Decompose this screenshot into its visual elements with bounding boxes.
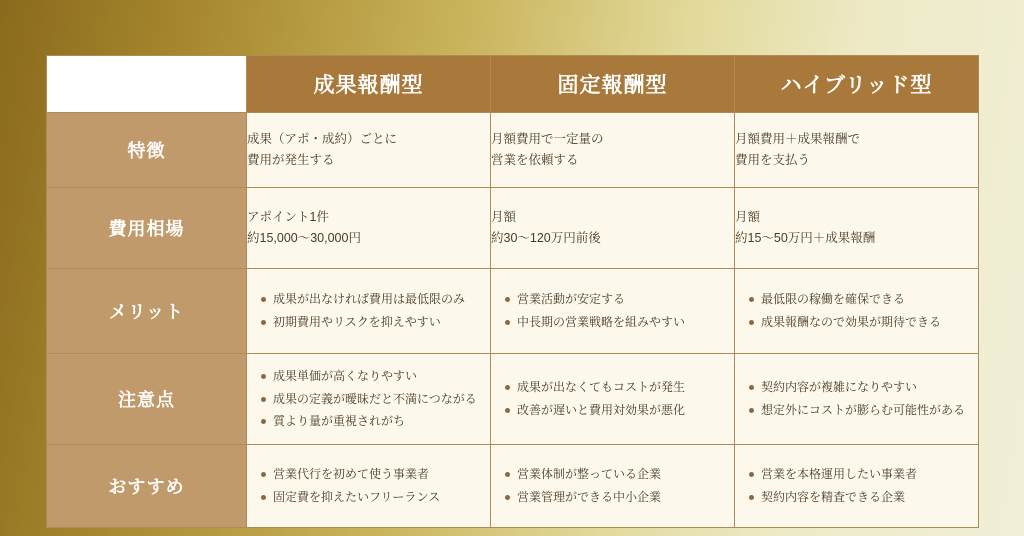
cell-feature-seika — [247, 113, 491, 188]
table-row — [47, 113, 979, 188]
row-label-price: 費用相場 — [47, 188, 247, 269]
header-blank-cell — [47, 56, 247, 113]
bullet-list — [491, 465, 734, 506]
cell-price-hybrid — [735, 188, 979, 269]
bullet-list — [491, 290, 734, 331]
bullet-list — [247, 367, 490, 431]
list-item: 固定費を抑えたいフリーランス — [261, 488, 490, 507]
row-label-caution: 注意点 — [47, 354, 247, 445]
cell-caution-hybrid — [735, 354, 979, 445]
header-col-2: 固定報酬型 — [491, 56, 735, 113]
comparison-table-wrapper — [46, 55, 978, 528]
table-row — [47, 354, 979, 445]
row-label-feature: 特徴 — [47, 113, 247, 188]
cell-line: 約30〜120万円前後 — [491, 231, 601, 245]
cell-recommend-hybrid — [735, 445, 979, 528]
bullet-list — [735, 378, 978, 419]
bullet-list — [247, 465, 490, 506]
list-item: 営業活動が安定する — [505, 290, 734, 309]
cell-merit-kotei — [491, 269, 735, 354]
cell-feature-kotei — [491, 113, 735, 188]
list-item: 中長期の営業戦略を組みやすい — [505, 313, 734, 332]
cell-line: 月額費用＋成果報酬で — [735, 132, 861, 147]
cell-line: 費用が発生する — [247, 153, 335, 167]
list-item: 想定外にコストが膨らむ可能性がある — [749, 401, 978, 420]
list-item: 成果報酬なので効果が期待できる — [749, 313, 978, 332]
list-item: 最低限の稼働を確保できる — [749, 290, 978, 309]
cell-line: 約15〜50万円＋成果報酬 — [735, 231, 876, 245]
bullet-list — [735, 465, 978, 506]
cell-merit-seika — [247, 269, 491, 354]
table-row — [47, 188, 979, 269]
bullet-list — [735, 290, 978, 331]
cell-recommend-seika — [247, 445, 491, 528]
cell-feature-hybrid — [735, 113, 979, 188]
list-item: 契約内容を精査できる企業 — [749, 488, 978, 507]
list-item: 成果が出なければ費用は最低限のみ — [261, 290, 490, 309]
cell-line: 成果（アポ・成約）ごとに — [247, 132, 398, 147]
list-item: 営業を本格運用したい事業者 — [749, 465, 978, 484]
list-item: 改善が遅いと費用対効果が悪化 — [505, 401, 734, 420]
cell-line: 約15,000〜30,000円 — [247, 231, 361, 245]
cell-line: 月額 — [735, 210, 761, 225]
header-col-1: 成果報酬型 — [247, 56, 491, 113]
list-item: 成果が出なくてもコストが発生 — [505, 378, 734, 397]
list-item: 営業代行を初めて使う事業者 — [261, 465, 490, 484]
row-label-recommend: おすすめ — [47, 445, 247, 528]
cell-line: 月額 — [491, 210, 517, 225]
cell-line: 営業を依頼する — [491, 153, 579, 167]
list-item: 質より量が重視されがち — [261, 412, 490, 431]
cell-caution-seika — [247, 354, 491, 445]
cell-line: 費用を支払う — [735, 153, 811, 167]
comparison-table — [46, 55, 979, 528]
list-item: 成果の定義が曖昧だと不満につながる — [261, 390, 490, 409]
cell-recommend-kotei — [491, 445, 735, 528]
cell-caution-kotei — [491, 354, 735, 445]
list-item: 営業管理ができる中小企業 — [505, 488, 734, 507]
row-label-merit: メリット — [47, 269, 247, 354]
bullet-list — [491, 378, 734, 419]
header-col-3: ハイブリッド型 — [735, 56, 979, 113]
list-item: 契約内容が複雑になりやすい — [749, 378, 978, 397]
cell-line: 月額費用で一定量の — [491, 132, 604, 147]
list-item: 初期費用やリスクを抑えやすい — [261, 313, 490, 332]
table-row — [47, 269, 979, 354]
bullet-list — [247, 290, 490, 331]
table-header-row — [47, 56, 979, 113]
cell-price-seika — [247, 188, 491, 269]
list-item: 成果単価が高くなりやすい — [261, 367, 490, 386]
cell-merit-hybrid — [735, 269, 979, 354]
cell-price-kotei — [491, 188, 735, 269]
cell-line: アポイント1件 — [247, 210, 329, 225]
list-item: 営業体制が整っている企業 — [505, 465, 734, 484]
table-row — [47, 445, 979, 528]
